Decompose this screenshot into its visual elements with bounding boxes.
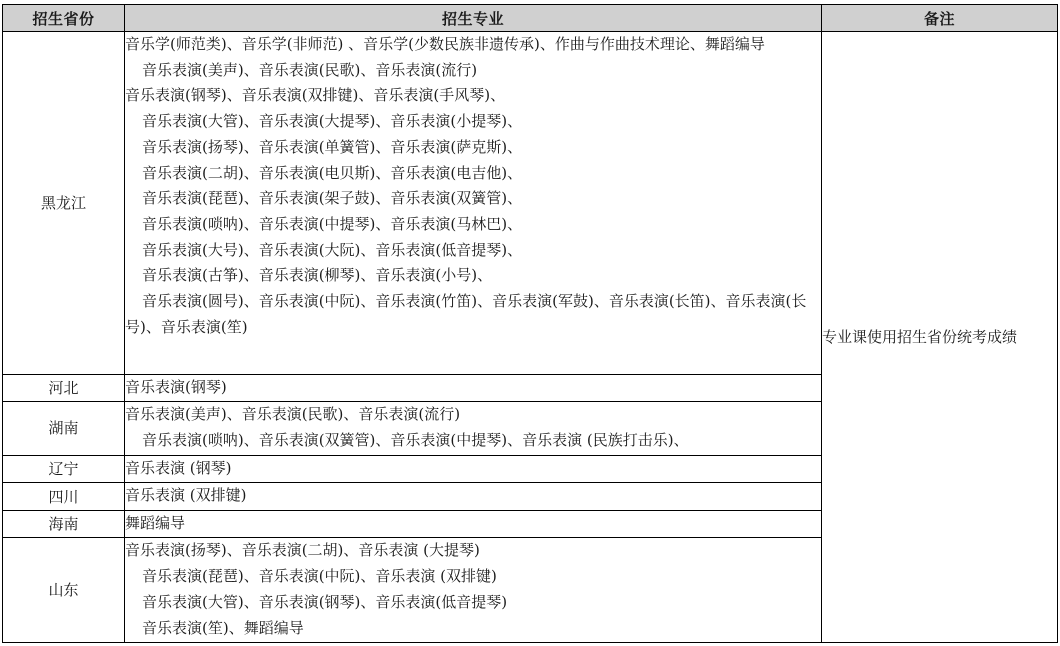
major-line: 音乐学(师范类)、音乐学(非师范) 、音乐学(少数民族非遗传承)、作曲与作曲技术理论、舞蹈编导 xyxy=(125,35,765,53)
major-line: 音乐表演(扬琴)、音乐表演(二胡)、音乐表演 (大提琴) xyxy=(125,541,480,560)
header-major: 招生专业 xyxy=(125,5,822,32)
major-line: 音乐表演(唢呐)、音乐表演(中提琴)、音乐表演(马林巴)、 xyxy=(142,214,523,233)
header-row xyxy=(3,5,1058,32)
admissions-table xyxy=(2,4,1058,643)
major-line: 音乐表演 (双排键) xyxy=(125,486,247,505)
major-cell xyxy=(125,374,822,401)
major-line: 音乐表演(钢琴)、音乐表演(双排键)、音乐表演(手风琴)、 xyxy=(125,86,506,105)
major-line: 音乐表演(二胡)、音乐表演(电贝斯)、音乐表演(电吉他)、 xyxy=(142,163,523,182)
header-province: 招生省份 xyxy=(3,5,125,32)
major-cell xyxy=(125,401,822,455)
major-cell xyxy=(125,32,822,375)
major-cell xyxy=(125,483,822,511)
note-cell: 专业课使用招生省份统考成绩 xyxy=(822,32,1058,643)
major-line: 音乐表演(琵琶)、音乐表演(架子鼓)、音乐表演(双簧管)、 xyxy=(142,189,523,208)
major-cell xyxy=(125,456,822,483)
major-line: 音乐表演(笙)、舞蹈编导 xyxy=(142,618,304,637)
major-line: 音乐表演(圆号)、音乐表演(中阮)、音乐表演(竹笛)、音乐表演(军鼓)、音乐表演(长笛)、音乐表演(长号)、音乐表演(笙) xyxy=(125,292,807,336)
major-cell xyxy=(125,538,822,643)
major-line: 音乐表演 (钢琴) xyxy=(125,459,232,478)
major-line: 舞蹈编导 xyxy=(125,514,186,533)
province-cell: 辽宁 xyxy=(3,456,125,483)
province-cell: 河北 xyxy=(3,374,125,401)
header-note: 备注 xyxy=(822,5,1058,32)
major-line: 音乐表演(扬琴)、音乐表演(单簧管)、音乐表演(萨克斯)、 xyxy=(142,137,523,156)
major-line: 音乐表演(大管)、音乐表演(钢琴)、音乐表演(低音提琴) xyxy=(142,592,508,611)
province-cell: 海南 xyxy=(3,511,125,538)
major-line: 音乐表演(美声)、音乐表演(民歌)、音乐表演(流行) xyxy=(142,60,478,79)
major-line: 音乐表演(唢呐)、音乐表演(双簧管)、音乐表演(中提琴)、音乐表演 (民族打击乐)、 xyxy=(142,430,689,449)
major-cell xyxy=(125,511,822,538)
table-row xyxy=(3,32,1058,375)
major-line: 音乐表演(琵琶)、音乐表演(中阮)、音乐表演 (双排键) xyxy=(142,567,497,586)
province-cell: 湖南 xyxy=(3,401,125,455)
province-cell: 黑龙江 xyxy=(3,32,125,375)
major-line: 音乐表演(大管)、音乐表演(大提琴)、音乐表演(小提琴)、 xyxy=(142,112,523,131)
major-line: 音乐表演(古筝)、音乐表演(柳琴)、音乐表演(小号)、 xyxy=(142,266,493,285)
major-line: 音乐表演(大号)、音乐表演(大阮)、音乐表演(低音提琴)、 xyxy=(142,240,523,259)
province-cell: 四川 xyxy=(3,483,125,511)
major-line: 音乐表演(美声)、音乐表演(民歌)、音乐表演(流行) xyxy=(125,404,461,423)
province-cell: 山东 xyxy=(3,538,125,643)
major-line: 音乐表演(钢琴) xyxy=(125,377,227,396)
